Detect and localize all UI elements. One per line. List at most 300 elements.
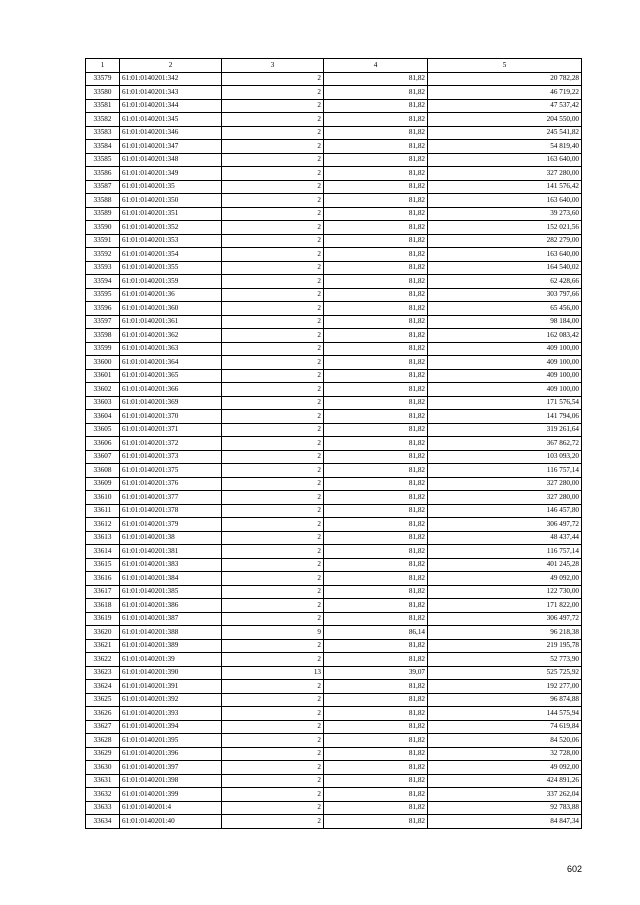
- cadastral-number-cell: 61:01:0140201:4: [120, 801, 222, 815]
- count-cell: 2: [222, 774, 324, 788]
- rate-cell: 81,82: [324, 612, 428, 626]
- value-cell: 171 822,00: [428, 599, 582, 613]
- value-cell: 46 719,22: [428, 86, 582, 100]
- value-cell: 116 757,14: [428, 464, 582, 478]
- value-cell: 103 093,20: [428, 450, 582, 464]
- table-row: [86, 248, 582, 262]
- count-cell: 2: [222, 653, 324, 667]
- rate-cell: 81,82: [324, 207, 428, 221]
- value-cell: 84 520,06: [428, 734, 582, 748]
- table-row: [86, 315, 582, 329]
- cadastral-number-cell: 61:01:0140201:395: [120, 734, 222, 748]
- table-row: [86, 599, 582, 613]
- cadastral-number-cell: 61:01:0140201:390: [120, 666, 222, 680]
- row-number-cell: 33604: [86, 410, 120, 424]
- rate-cell: 81,82: [324, 693, 428, 707]
- rate-cell: 81,82: [324, 369, 428, 383]
- count-cell: 2: [222, 288, 324, 302]
- data-table: [85, 58, 582, 829]
- cadastral-number-cell: 61:01:0140201:362: [120, 329, 222, 343]
- row-number-cell: 33612: [86, 518, 120, 532]
- table-row: [86, 383, 582, 397]
- count-cell: 2: [222, 329, 324, 343]
- table-row: [86, 369, 582, 383]
- row-number-cell: 33586: [86, 167, 120, 181]
- value-cell: 245 541,82: [428, 126, 582, 140]
- count-cell: 2: [222, 410, 324, 424]
- cadastral-number-cell: 61:01:0140201:351: [120, 207, 222, 221]
- value-cell: 163 640,00: [428, 194, 582, 208]
- value-cell: 401 245,28: [428, 558, 582, 572]
- count-cell: 13: [222, 666, 324, 680]
- count-cell: 2: [222, 315, 324, 329]
- rate-cell: 81,82: [324, 815, 428, 829]
- cadastral-number-cell: 61:01:0140201:361: [120, 315, 222, 329]
- table-row: [86, 801, 582, 815]
- row-number-cell: 33616: [86, 572, 120, 586]
- count-cell: 2: [222, 734, 324, 748]
- row-number-cell: 33624: [86, 680, 120, 694]
- count-cell: 2: [222, 221, 324, 235]
- rate-cell: 81,82: [324, 545, 428, 559]
- row-number-cell: 33620: [86, 626, 120, 640]
- count-cell: 2: [222, 585, 324, 599]
- table-row: [86, 261, 582, 275]
- column-header: 3: [222, 59, 324, 73]
- value-cell: 424 891,26: [428, 774, 582, 788]
- rate-cell: 86,14: [324, 626, 428, 640]
- value-cell: 409 100,00: [428, 356, 582, 370]
- table-row: [86, 477, 582, 491]
- rate-cell: 81,82: [324, 491, 428, 505]
- count-cell: 2: [222, 788, 324, 802]
- count-cell: 2: [222, 801, 324, 815]
- cadastral-number-cell: 61:01:0140201:385: [120, 585, 222, 599]
- row-number-cell: 33628: [86, 734, 120, 748]
- row-number-cell: 33609: [86, 477, 120, 491]
- table-row: [86, 464, 582, 478]
- row-number-cell: 33589: [86, 207, 120, 221]
- row-number-cell: 33584: [86, 140, 120, 154]
- table-row: [86, 666, 582, 680]
- value-cell: 164 540,02: [428, 261, 582, 275]
- rate-cell: 81,82: [324, 383, 428, 397]
- value-cell: 52 773,90: [428, 653, 582, 667]
- rate-cell: 81,82: [324, 396, 428, 410]
- cadastral-number-cell: 61:01:0140201:40: [120, 815, 222, 829]
- count-cell: 2: [222, 815, 324, 829]
- cadastral-number-cell: 61:01:0140201:349: [120, 167, 222, 181]
- value-cell: 116 757,14: [428, 545, 582, 559]
- count-cell: 2: [222, 99, 324, 113]
- cadastral-number-cell: 61:01:0140201:393: [120, 707, 222, 721]
- rate-cell: 81,82: [324, 288, 428, 302]
- row-number-cell: 33605: [86, 423, 120, 437]
- rate-cell: 81,82: [324, 275, 428, 289]
- value-cell: 163 640,00: [428, 153, 582, 167]
- table-row: [86, 423, 582, 437]
- cadastral-number-cell: 61:01:0140201:366: [120, 383, 222, 397]
- count-cell: 2: [222, 207, 324, 221]
- column-header: 5: [428, 59, 582, 73]
- cadastral-number-cell: 61:01:0140201:378: [120, 504, 222, 518]
- count-cell: 2: [222, 126, 324, 140]
- count-cell: 2: [222, 342, 324, 356]
- table-row: [86, 585, 582, 599]
- rate-cell: 81,82: [324, 140, 428, 154]
- count-cell: 2: [222, 180, 324, 194]
- count-cell: 2: [222, 720, 324, 734]
- count-cell: 2: [222, 477, 324, 491]
- rate-cell: 81,82: [324, 126, 428, 140]
- cadastral-number-cell: 61:01:0140201:396: [120, 747, 222, 761]
- table-row: [86, 612, 582, 626]
- value-cell: 54 819,40: [428, 140, 582, 154]
- value-cell: 306 497,72: [428, 518, 582, 532]
- table-row: [86, 113, 582, 127]
- cadastral-number-cell: 61:01:0140201:377: [120, 491, 222, 505]
- cadastral-number-cell: 61:01:0140201:343: [120, 86, 222, 100]
- value-cell: 92 783,88: [428, 801, 582, 815]
- column-header: 1: [86, 59, 120, 73]
- cadastral-number-cell: 61:01:0140201:375: [120, 464, 222, 478]
- rate-cell: 81,82: [324, 99, 428, 113]
- rate-cell: 81,82: [324, 248, 428, 262]
- value-cell: 49 092,00: [428, 572, 582, 586]
- table-row: [86, 734, 582, 748]
- rate-cell: 81,82: [324, 464, 428, 478]
- count-cell: 2: [222, 113, 324, 127]
- row-number-cell: 33591: [86, 234, 120, 248]
- row-number-cell: 33623: [86, 666, 120, 680]
- row-number-cell: 33615: [86, 558, 120, 572]
- cadastral-number-cell: 61:01:0140201:364: [120, 356, 222, 370]
- count-cell: 2: [222, 491, 324, 505]
- count-cell: 2: [222, 680, 324, 694]
- cadastral-number-cell: 61:01:0140201:371: [120, 423, 222, 437]
- value-cell: 49 092,00: [428, 761, 582, 775]
- row-number-cell: 33581: [86, 99, 120, 113]
- rate-cell: 81,82: [324, 329, 428, 343]
- row-number-cell: 33587: [86, 180, 120, 194]
- row-number-cell: 33607: [86, 450, 120, 464]
- table-row: [86, 288, 582, 302]
- count-cell: 2: [222, 302, 324, 316]
- row-number-cell: 33630: [86, 761, 120, 775]
- count-cell: 2: [222, 572, 324, 586]
- table-row: [86, 639, 582, 653]
- value-cell: 327 280,00: [428, 491, 582, 505]
- rate-cell: 81,82: [324, 720, 428, 734]
- rate-cell: 81,82: [324, 761, 428, 775]
- count-cell: 2: [222, 558, 324, 572]
- rate-cell: 81,82: [324, 342, 428, 356]
- table-row: [86, 234, 582, 248]
- cadastral-number-cell: 61:01:0140201:344: [120, 99, 222, 113]
- row-number-cell: 33625: [86, 693, 120, 707]
- cadastral-number-cell: 61:01:0140201:359: [120, 275, 222, 289]
- table-row: [86, 153, 582, 167]
- row-number-cell: 33614: [86, 545, 120, 559]
- value-cell: 96 218,38: [428, 626, 582, 640]
- count-cell: 2: [222, 545, 324, 559]
- count-cell: 2: [222, 153, 324, 167]
- cadastral-number-cell: 61:01:0140201:392: [120, 693, 222, 707]
- rate-cell: 81,82: [324, 315, 428, 329]
- table-row: [86, 774, 582, 788]
- row-number-cell: 33580: [86, 86, 120, 100]
- value-cell: 152 021,56: [428, 221, 582, 235]
- value-cell: 327 280,00: [428, 477, 582, 491]
- cadastral-number-cell: 61:01:0140201:354: [120, 248, 222, 262]
- row-number-cell: 33613: [86, 531, 120, 545]
- cadastral-number-cell: 61:01:0140201:35: [120, 180, 222, 194]
- rate-cell: 81,82: [324, 774, 428, 788]
- rate-cell: 81,82: [324, 788, 428, 802]
- row-number-cell: 33629: [86, 747, 120, 761]
- rate-cell: 81,82: [324, 153, 428, 167]
- table-row: [86, 531, 582, 545]
- count-cell: 2: [222, 275, 324, 289]
- table-row: [86, 693, 582, 707]
- rate-cell: 81,82: [324, 518, 428, 532]
- value-cell: 204 550,00: [428, 113, 582, 127]
- table-header: [86, 59, 582, 73]
- count-cell: 2: [222, 194, 324, 208]
- row-number-cell: 33633: [86, 801, 120, 815]
- table-row: [86, 747, 582, 761]
- rate-cell: 81,82: [324, 450, 428, 464]
- row-number-cell: 33593: [86, 261, 120, 275]
- cadastral-number-cell: 61:01:0140201:376: [120, 477, 222, 491]
- table-row: [86, 275, 582, 289]
- count-cell: 9: [222, 626, 324, 640]
- row-number-cell: 33595: [86, 288, 120, 302]
- cadastral-number-cell: 61:01:0140201:383: [120, 558, 222, 572]
- rate-cell: 81,82: [324, 504, 428, 518]
- value-cell: 39 273,60: [428, 207, 582, 221]
- count-cell: 2: [222, 437, 324, 451]
- column-header: 2: [120, 59, 222, 73]
- table-row: [86, 518, 582, 532]
- table-row: [86, 207, 582, 221]
- cadastral-number-cell: 61:01:0140201:36: [120, 288, 222, 302]
- cadastral-number-cell: 61:01:0140201:352: [120, 221, 222, 235]
- rate-cell: 81,82: [324, 572, 428, 586]
- value-cell: 144 575,94: [428, 707, 582, 721]
- count-cell: 2: [222, 747, 324, 761]
- table-row: [86, 545, 582, 559]
- row-number-cell: 33634: [86, 815, 120, 829]
- row-number-cell: 33585: [86, 153, 120, 167]
- rate-cell: 81,82: [324, 72, 428, 86]
- value-cell: 192 277,00: [428, 680, 582, 694]
- rate-cell: 81,82: [324, 639, 428, 653]
- cadastral-number-cell: 61:01:0140201:379: [120, 518, 222, 532]
- rate-cell: 81,82: [324, 167, 428, 181]
- value-cell: 146 457,80: [428, 504, 582, 518]
- cadastral-number-cell: 61:01:0140201:342: [120, 72, 222, 86]
- table-row: [86, 450, 582, 464]
- row-number-cell: 33579: [86, 72, 120, 86]
- value-cell: 327 280,00: [428, 167, 582, 181]
- cadastral-number-cell: 61:01:0140201:353: [120, 234, 222, 248]
- rate-cell: 81,82: [324, 194, 428, 208]
- value-cell: 74 619,84: [428, 720, 582, 734]
- row-number-cell: 33603: [86, 396, 120, 410]
- row-number-cell: 33627: [86, 720, 120, 734]
- rate-cell: 81,82: [324, 653, 428, 667]
- column-header: 4: [324, 59, 428, 73]
- rate-cell: 81,82: [324, 747, 428, 761]
- table-row: [86, 356, 582, 370]
- count-cell: 2: [222, 423, 324, 437]
- cadastral-number-cell: 61:01:0140201:346: [120, 126, 222, 140]
- count-cell: 2: [222, 383, 324, 397]
- count-cell: 2: [222, 599, 324, 613]
- cadastral-number-cell: 61:01:0140201:372: [120, 437, 222, 451]
- cadastral-number-cell: 61:01:0140201:381: [120, 545, 222, 559]
- cadastral-number-cell: 61:01:0140201:348: [120, 153, 222, 167]
- row-number-cell: 33602: [86, 383, 120, 397]
- cadastral-number-cell: 61:01:0140201:389: [120, 639, 222, 653]
- cadastral-number-cell: 61:01:0140201:360: [120, 302, 222, 316]
- rate-cell: 39,07: [324, 666, 428, 680]
- count-cell: 2: [222, 707, 324, 721]
- cadastral-number-cell: 61:01:0140201:373: [120, 450, 222, 464]
- table-row: [86, 626, 582, 640]
- row-number-cell: 33606: [86, 437, 120, 451]
- value-cell: 171 576,54: [428, 396, 582, 410]
- row-number-cell: 33590: [86, 221, 120, 235]
- value-cell: 141 794,06: [428, 410, 582, 424]
- count-cell: 2: [222, 693, 324, 707]
- row-number-cell: 33611: [86, 504, 120, 518]
- cadastral-number-cell: 61:01:0140201:38: [120, 531, 222, 545]
- cadastral-number-cell: 61:01:0140201:388: [120, 626, 222, 640]
- row-number-cell: 33617: [86, 585, 120, 599]
- cadastral-number-cell: 61:01:0140201:386: [120, 599, 222, 613]
- rate-cell: 81,82: [324, 302, 428, 316]
- rate-cell: 81,82: [324, 423, 428, 437]
- cadastral-number-cell: 61:01:0140201:394: [120, 720, 222, 734]
- count-cell: 2: [222, 450, 324, 464]
- value-cell: 409 100,00: [428, 342, 582, 356]
- rate-cell: 81,82: [324, 558, 428, 572]
- row-number-cell: 33621: [86, 639, 120, 653]
- row-number-cell: 33619: [86, 612, 120, 626]
- row-number-cell: 33592: [86, 248, 120, 262]
- value-cell: 409 100,00: [428, 369, 582, 383]
- value-cell: 337 262,04: [428, 788, 582, 802]
- table-row: [86, 72, 582, 86]
- row-number-cell: 33601: [86, 369, 120, 383]
- table-row: [86, 180, 582, 194]
- row-number-cell: 33598: [86, 329, 120, 343]
- cadastral-number-cell: 61:01:0140201:391: [120, 680, 222, 694]
- value-cell: 303 797,66: [428, 288, 582, 302]
- count-cell: 2: [222, 140, 324, 154]
- cadastral-number-cell: 61:01:0140201:398: [120, 774, 222, 788]
- row-number-cell: 33597: [86, 315, 120, 329]
- table-row: [86, 707, 582, 721]
- row-number-cell: 33600: [86, 356, 120, 370]
- cadastral-number-cell: 61:01:0140201:363: [120, 342, 222, 356]
- count-cell: 2: [222, 761, 324, 775]
- rate-cell: 81,82: [324, 585, 428, 599]
- table-row: [86, 437, 582, 451]
- count-cell: 2: [222, 356, 324, 370]
- count-cell: 2: [222, 639, 324, 653]
- count-cell: 2: [222, 234, 324, 248]
- rate-cell: 81,82: [324, 221, 428, 235]
- rate-cell: 81,82: [324, 180, 428, 194]
- count-cell: 2: [222, 86, 324, 100]
- value-cell: 98 184,00: [428, 315, 582, 329]
- value-cell: 306 497,72: [428, 612, 582, 626]
- table-row: [86, 140, 582, 154]
- count-cell: 2: [222, 167, 324, 181]
- count-cell: 2: [222, 612, 324, 626]
- value-cell: 409 100,00: [428, 383, 582, 397]
- value-cell: 62 428,66: [428, 275, 582, 289]
- row-number-cell: 33588: [86, 194, 120, 208]
- cadastral-number-cell: 61:01:0140201:355: [120, 261, 222, 275]
- cadastral-number-cell: 61:01:0140201:370: [120, 410, 222, 424]
- table-body: [86, 72, 582, 828]
- rate-cell: 81,82: [324, 801, 428, 815]
- cadastral-number-cell: 61:01:0140201:345: [120, 113, 222, 127]
- value-cell: 65 456,00: [428, 302, 582, 316]
- table-row: [86, 342, 582, 356]
- count-cell: 2: [222, 72, 324, 86]
- count-cell: 2: [222, 369, 324, 383]
- value-cell: 32 728,00: [428, 747, 582, 761]
- rate-cell: 81,82: [324, 356, 428, 370]
- rate-cell: 81,82: [324, 599, 428, 613]
- count-cell: 2: [222, 248, 324, 262]
- value-cell: 319 261,64: [428, 423, 582, 437]
- rate-cell: 81,82: [324, 680, 428, 694]
- row-number-cell: 33632: [86, 788, 120, 802]
- row-number-cell: 33596: [86, 302, 120, 316]
- value-cell: 525 725,92: [428, 666, 582, 680]
- table-row: [86, 86, 582, 100]
- cadastral-number-cell: 61:01:0140201:369: [120, 396, 222, 410]
- table-row: [86, 504, 582, 518]
- cadastral-number-cell: 61:01:0140201:347: [120, 140, 222, 154]
- value-cell: 48 437,44: [428, 531, 582, 545]
- table-row: [86, 410, 582, 424]
- row-number-cell: 33582: [86, 113, 120, 127]
- table-row: [86, 396, 582, 410]
- table-row: [86, 329, 582, 343]
- cadastral-number-cell: 61:01:0140201:384: [120, 572, 222, 586]
- rate-cell: 81,82: [324, 234, 428, 248]
- count-cell: 2: [222, 504, 324, 518]
- value-cell: 141 576,42: [428, 180, 582, 194]
- value-cell: 122 730,00: [428, 585, 582, 599]
- table-row: [86, 167, 582, 181]
- row-number-cell: 33594: [86, 275, 120, 289]
- rate-cell: 81,82: [324, 410, 428, 424]
- count-cell: 2: [222, 396, 324, 410]
- value-cell: 20 782,28: [428, 72, 582, 86]
- rate-cell: 81,82: [324, 86, 428, 100]
- value-cell: 282 279,00: [428, 234, 582, 248]
- cadastral-number-cell: 61:01:0140201:350: [120, 194, 222, 208]
- value-cell: 367 862,72: [428, 437, 582, 451]
